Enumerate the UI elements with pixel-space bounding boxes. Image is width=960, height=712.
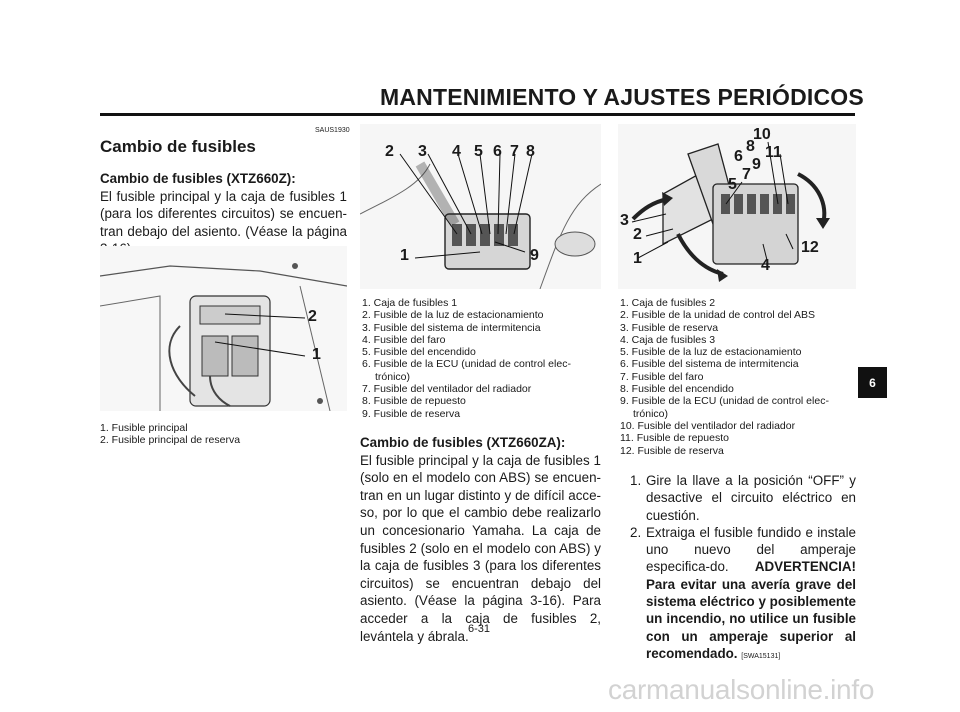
figure-label: 5 (728, 176, 737, 193)
caption-main-fuse (100, 422, 240, 447)
figure-label: 6 (493, 143, 502, 160)
caption-line: 8. Fusible del encendido (620, 383, 734, 396)
figure-label: 11 (765, 144, 782, 161)
caption-fuse-box-1 (362, 297, 571, 420)
figure-label: 4 (761, 257, 770, 274)
caption-line: 12. Fusible de reserva (620, 444, 724, 457)
figure-label: 1 (633, 250, 642, 267)
caption-line: 10. Fusible del ventilador del radiador (620, 419, 796, 432)
caption-line: 3. Fusible de reserva (620, 321, 719, 334)
step-number: 2. (630, 524, 642, 540)
step-text: Extraiga el fusible fundido e instale uno nuevo del amperaje especifica-do. (646, 524, 856, 575)
middle-text (360, 434, 601, 645)
caption-line: 4. Fusible del faro (362, 333, 446, 346)
step-1 (620, 472, 856, 524)
warning-text: ADVERTENCIA! Para evitar una avería grave del sistema eléctrico y posiblemente un incendio, no utilice un fusible con un amperaje superior al recomendado. (646, 559, 856, 661)
main-fuse-illustration (100, 246, 347, 411)
figure-label: 3 (418, 143, 427, 160)
header-rule (100, 113, 855, 116)
procedure-steps (620, 472, 856, 665)
figure-label: 5 (474, 143, 483, 160)
section-title: Cambio de fusibles (100, 137, 256, 156)
caption-line: 1. Caja de fusibles 1 (362, 297, 458, 309)
figure-label: 10 (753, 126, 771, 143)
step-2 (620, 524, 856, 665)
caption-line: 5. Fusible del encendido (362, 346, 476, 359)
chapter-tab: 6 (858, 367, 887, 398)
figure-label: 9 (530, 247, 539, 264)
caption-line: 2. Fusible principal de reserva (100, 434, 241, 447)
caption-line: 7. Fusible del ventilador del radiador (362, 383, 532, 396)
figure-label: 8 (746, 138, 755, 155)
caption-line: 1. Caja de fusibles 2 (620, 297, 716, 309)
figure-main-fuse (100, 246, 347, 411)
figure-label: 6 (734, 148, 743, 165)
figure-label: 2 (308, 308, 317, 325)
caption-line: 11. Fusible de repuesto (620, 432, 729, 445)
figure-label: 7 (742, 166, 751, 183)
paragraph-xtz660z: El fusible principal y la caja de fusibles 1 (para los diferentes circuitos) se encuen-tran debajo del asiento. (Véase la página (100, 188, 347, 239)
figure-fuse-box-1 (360, 124, 601, 289)
figure-label: 12 (801, 239, 819, 256)
watermark: carmanualsonline.info (608, 674, 875, 705)
figure-label: 1 (400, 247, 409, 264)
caption-line: trónico) (375, 370, 411, 383)
figure-label: 9 (752, 156, 761, 173)
page-number: 6-31 (468, 623, 491, 635)
caption-line: 6. Fusible de la ECU (unidad de control elec- (362, 358, 571, 371)
page-header-title: MANTENIMIENTO Y AJUSTES PERIÓDICOS (380, 84, 864, 110)
step-text: Gire la llave a la posición “OFF” y desactive el circuito eléctrico en cuestión. (646, 473, 856, 523)
subheading-xtz660z: Cambio de fusibles (XTZ660Z): (100, 171, 296, 186)
figure-label: 4 (452, 143, 461, 160)
caption-line: 8. Fusible de repuesto (362, 395, 466, 408)
caption-line: 4. Caja de fusibles 3 (620, 333, 716, 346)
figure-fuse-box-2-3 (618, 124, 856, 289)
caption-line: 6. Fusible del sistema de intermitencia (620, 358, 799, 371)
step-number: 1. (630, 473, 642, 488)
caption-line: 9. Fusible de la ECU (unidad de control elec- (620, 395, 829, 408)
figure-label: 2 (633, 226, 642, 243)
figure-label: 1 (312, 346, 321, 363)
left-text (100, 170, 347, 258)
figure-label: 8 (526, 143, 535, 160)
caption-line: 1. Fusible principal (100, 422, 188, 434)
caption-line: trónico) (633, 407, 669, 420)
paragraph-xtz660za: El fusible principal y la caja de fusibles 1 (solo en el modelo con ABS) se encuen-tran en un lugar distinto y de difícil acce-so, por lo que el cambio debe realizarlo un concesionario Yamaha. La caja de fusibles 2 (solo en el modelo con ABS) y la caja de fusibles 3 (para los diferentes circuitos) se encuentran debajo del asiento. (Véase la página 3-16). Para acceder a la caja de fusibles 2, levántela y ábrala. (360, 452, 601, 644)
section-code: SAUS1930 (315, 127, 350, 134)
caption-fuse-box-2-3 (620, 297, 829, 457)
figure-label: 7 (510, 143, 519, 160)
warning-code: [SWA15131] (741, 652, 781, 660)
figure-label: 2 (385, 143, 394, 160)
figure-label: 3 (620, 212, 629, 229)
caption-line: 9. Fusible de reserva (362, 407, 461, 420)
caption-line: 2. Fusible de la unidad de control del ABS (620, 309, 815, 322)
caption-line: 5. Fusible de la luz de estacionamiento (620, 346, 802, 359)
caption-line: 7. Fusible del faro (620, 370, 704, 383)
caption-line: 3. Fusible del sistema de intermitencia (362, 321, 541, 334)
subheading-xtz660za: Cambio de fusibles (XTZ660ZA): (360, 435, 566, 450)
caption-line: 2. Fusible de la luz de estacionamiento (362, 309, 544, 322)
